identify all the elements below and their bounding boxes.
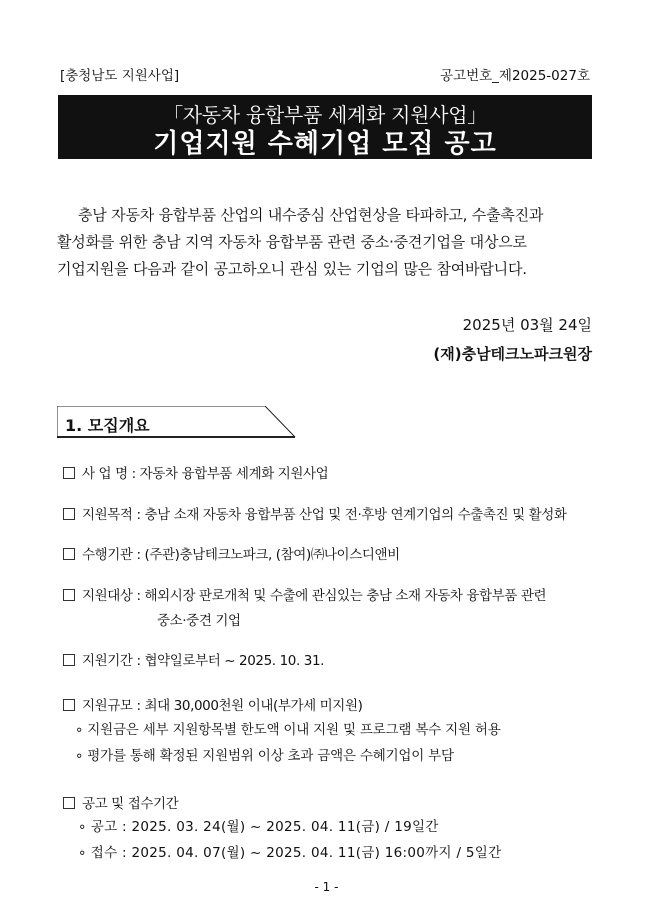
item-label: 지원기간 [82,653,133,669]
item-period: 지원기간 : 협약일로부터 ~ 2025. 10. 31. [63,649,324,669]
item-scale: 지원규모 : 최대 30,000천원 이내(부가세 미지원) [63,694,362,714]
item-value: 충남 소재 자동차 융합부품 산업 및 전·후방 연계기업의 수출촉진 및 활성화 [144,507,567,523]
item-label: 지원목적 [82,507,133,523]
item-label: 공고 및 접수기간 [82,796,179,812]
scale-note [75,718,501,738]
scale-note-text: 지원금은 세부 지원항목별 한도액 이내 지원 및 프로그램 복수 지원 허용 [87,722,501,738]
intro-line: 충남 자동차 융합부품 산업의 내수중심 산업현상을 타파하고, 수출촉진과 [78,206,544,224]
bullet-icon: ∘ [75,748,84,764]
announcement-date: 2025년 03월 24일 [462,316,592,334]
issuer-name: (재)충남테크노파크원장 [433,345,592,363]
item-value: 최대 30,000천원 이내(부가세 미지원) [144,698,363,714]
item-value: (주관)충남테크노파크, (참여)㈜나이스디앤비 [144,547,400,563]
checkbox-square-icon [63,797,75,809]
section-title: 1. 모집개요 [65,416,150,435]
item-label: 수행기관 [82,547,133,563]
item-business-name: 사 업 명 : 자동차 융합부품 세계화 지원사업 [63,462,328,482]
checkbox-square-icon [63,699,75,711]
item-purpose: 지원목적 : 충남 소재 자동차 융합부품 산업 및 전·후방 연계기업의 수출촉진 및 활성화 [63,503,567,523]
item-organization: 수행기관 : (주관)충남테크노파크, (참여)㈜나이스디앤비 [63,543,400,563]
period-line [78,841,501,861]
page-number: - 1 - [314,880,339,894]
period-line [78,815,439,835]
item-target: 지원대상 : 해외시장 판로개척 및 수출에 관심있는 충남 소재 자동차 융합부품 관련 [63,584,546,604]
checkbox-square-icon [63,508,75,520]
item-value: 협약일로부터 ~ 2025. 10. 31. [144,653,325,669]
period-line-text: 공고 : 2025. 03. 24(월) ~ 2025. 04. 11(금) / 19일간 [90,819,439,835]
intro-paragraph [57,202,597,283]
intro-line: 활성화를 위한 충남 지역 자동차 융합부품 관련 중소·중견기업을 대상으로 [57,233,527,251]
checkbox-square-icon [63,548,75,560]
item-announcement-period [63,792,178,812]
bullet-icon: ∘ [78,845,87,861]
title-line1: 「자동차 융합부품 세계화 지원사업」 [163,103,487,127]
item-target-continued: 중소·중견 기업 [157,613,241,629]
item-label: 지원대상 [82,588,133,604]
checkbox-square-icon [63,467,75,479]
header-left: [충청남도 지원사업] [60,68,180,84]
intro-line: 기업지원을 다음과 같이 공고하오니 관심 있는 기업의 많은 참여바랍니다. [57,260,527,278]
item-value: 해외시장 판로개척 및 수출에 관심있는 충남 소재 자동차 융합부품 관련 [144,588,547,604]
item-label: 지원규모 [82,698,133,714]
scale-note-text: 평가를 통해 확정된 지원범위 이상 초과 금액은 수혜기업이 부담 [87,748,454,764]
checkbox-square-icon [63,654,75,666]
bullet-icon: ∘ [78,819,87,835]
title-line2: 기업지원 수혜기업 모집 공고 [153,129,497,159]
checkbox-square-icon [63,589,75,601]
header-right: 공고번호_제2025-027호 [440,68,590,84]
period-line-text: 접수 : 2025. 04. 07(월) ~ 2025. 04. 11(금) 16:00까지 / 5일간 [90,845,502,861]
item-value: 자동차 융합부품 세계화 지원사업 [139,466,329,482]
section-header [57,406,297,438]
bullet-icon: ∘ [75,722,84,738]
item-label: 사 업 명 [82,466,128,482]
scale-note [75,744,454,764]
title-box [58,95,592,159]
